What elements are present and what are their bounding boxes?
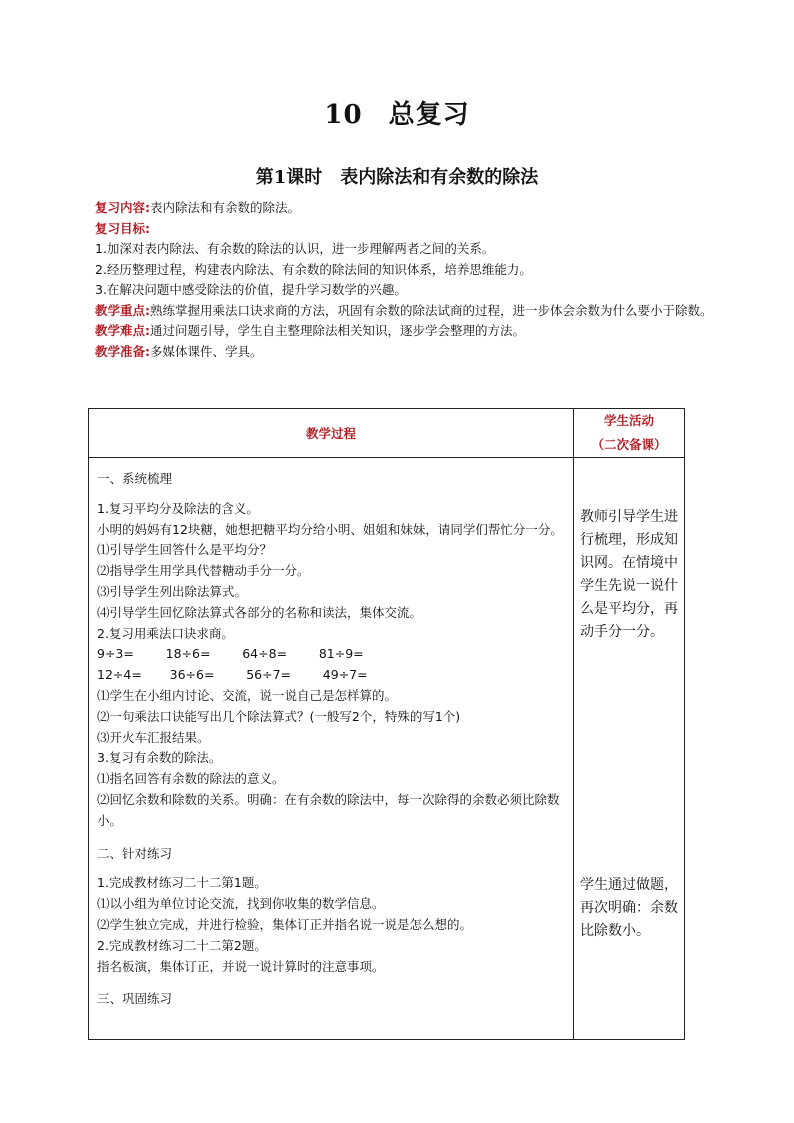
review-goals-heading bbox=[95, 219, 715, 240]
activity-header-title: 学生活动 bbox=[603, 413, 654, 428]
lesson-intro bbox=[95, 198, 715, 362]
review-goals-label: 复习目标: bbox=[95, 220, 150, 236]
student-activity-2: 学生通过做题，再次明确：余数比除数小。 bbox=[580, 877, 678, 939]
list-item: ⑵一句乘法口诀能写出几个除法算式？(一般写2个，特殊的写1个) bbox=[97, 708, 461, 724]
list-item: ⑶开火车汇报结果。 bbox=[97, 729, 210, 745]
section-heading-2: 二、针对练习 bbox=[97, 845, 173, 861]
unit-number: 10 bbox=[324, 100, 363, 130]
table-body-row bbox=[89, 458, 685, 1040]
list-item: ⑴引导学生回答什么是平均分？ bbox=[97, 542, 273, 558]
review-goal-2: 2.经历整理过程，构建表内除法、有余数的除法间的知识体系，培养思维能力。 bbox=[95, 261, 532, 277]
teaching-prep bbox=[95, 342, 715, 363]
activity-column-header bbox=[574, 409, 685, 458]
teaching-key-text: 熟练掌握用乘法口诀求商的方法，巩固有余数的除法试商的过程，进一步体会余数为什么要小于除数。 bbox=[150, 302, 713, 318]
student-activity-1: 教师引导学生进行梳理，形成知识网。在情境中学生先说一说什么是平均分，再动手分一分。 bbox=[580, 509, 678, 640]
review-content bbox=[95, 198, 715, 219]
list-item: 小明的妈妈有12块糖，她想把糖平均分给小明、姐姐和妹妹，请同学们帮忙分一分。 bbox=[97, 521, 563, 537]
unit-title bbox=[0, 94, 794, 131]
teaching-key-label: 教学重点: bbox=[95, 302, 150, 318]
lesson-number: 第1课时 bbox=[255, 167, 323, 188]
unit-title-text: 总复习 bbox=[388, 100, 470, 130]
lesson-title-text: 表内除法和有余数的除法 bbox=[340, 167, 539, 188]
division-exercises-row-1: 9÷3= 18÷6= 64÷8= 81÷9= bbox=[97, 646, 364, 662]
list-item: ⑵回忆余数和除数的关系。明确：在有余数的除法中，每一次除得的余数必须比除数小。 bbox=[97, 791, 560, 828]
lesson-plan-table bbox=[88, 408, 685, 1040]
list-item: ⑵指导学生用学具代替糖动手分一分。 bbox=[97, 563, 310, 579]
student-activity-cell bbox=[574, 458, 685, 1040]
section-heading-3: 三、巩固练习 bbox=[97, 991, 173, 1007]
review-goal-1: 1.加深对表内除法、有余数的除法的认识，进一步理解两者之间的关系。 bbox=[95, 241, 495, 256]
list-item: ⑶引导学生列出除法算式。 bbox=[97, 583, 248, 599]
teaching-prep-text: 多媒体课件、学具。 bbox=[150, 343, 263, 359]
lesson-title bbox=[0, 163, 794, 189]
teaching-difficulty-text: 通过问题引导，学生自主整理除法相关知识，逐步学会整理的方法。 bbox=[150, 323, 526, 338]
teaching-difficulty-label: 教学难点: bbox=[95, 323, 150, 338]
list-item: 1.复习平均分及除法的含义。 bbox=[97, 500, 259, 516]
list-item: 2.完成教材练习二十二第2题。 bbox=[97, 937, 267, 953]
list-item: 1.完成教材练习二十二第1题。 bbox=[97, 875, 267, 891]
list-item: 指名板演，集体订正，并说一说计算时的注意事项。 bbox=[97, 958, 385, 974]
teaching-key-point bbox=[95, 301, 715, 322]
list-item: ⑵学生独立完成，并进行检验，集体订正并指名说一说是怎么想的。 bbox=[97, 916, 473, 932]
division-exercises-row-2: 12÷4= 36÷6= 56÷7= 49÷7= bbox=[97, 667, 368, 683]
review-content-label: 复习内容: bbox=[95, 200, 150, 215]
list-item: ⑴以小组为单位讨论交流，找到你收集的数学信息。 bbox=[97, 896, 385, 912]
list-item: ⑴学生在小组内讨论、交流，说一说自己是怎样算的。 bbox=[97, 687, 398, 703]
teaching-difficulty bbox=[95, 321, 715, 342]
review-goal-3: 3.在解决问题中感受除法的价值，提升学习数学的兴趣。 bbox=[95, 282, 407, 297]
list-item: ⑷引导学生回忆除法算式各部分的名称和读法，集体交流。 bbox=[97, 604, 423, 620]
teaching-prep-label: 教学准备: bbox=[95, 343, 150, 359]
section-heading-1: 一、系统梳理 bbox=[97, 471, 173, 486]
list-item: 3.复习有余数的除法。 bbox=[97, 750, 222, 766]
process-column-header: 教学过程 bbox=[89, 409, 574, 458]
activity-header-note: （二次备课） bbox=[591, 437, 667, 452]
list-item: ⑴指名回答有余数的除法的意义。 bbox=[97, 771, 285, 787]
table-header-row bbox=[89, 409, 685, 458]
review-content-text: 表内除法和有余数的除法。 bbox=[150, 200, 301, 215]
list-item: 2.复习用乘法口诀求商。 bbox=[97, 625, 234, 641]
teaching-process-cell bbox=[89, 458, 574, 1040]
